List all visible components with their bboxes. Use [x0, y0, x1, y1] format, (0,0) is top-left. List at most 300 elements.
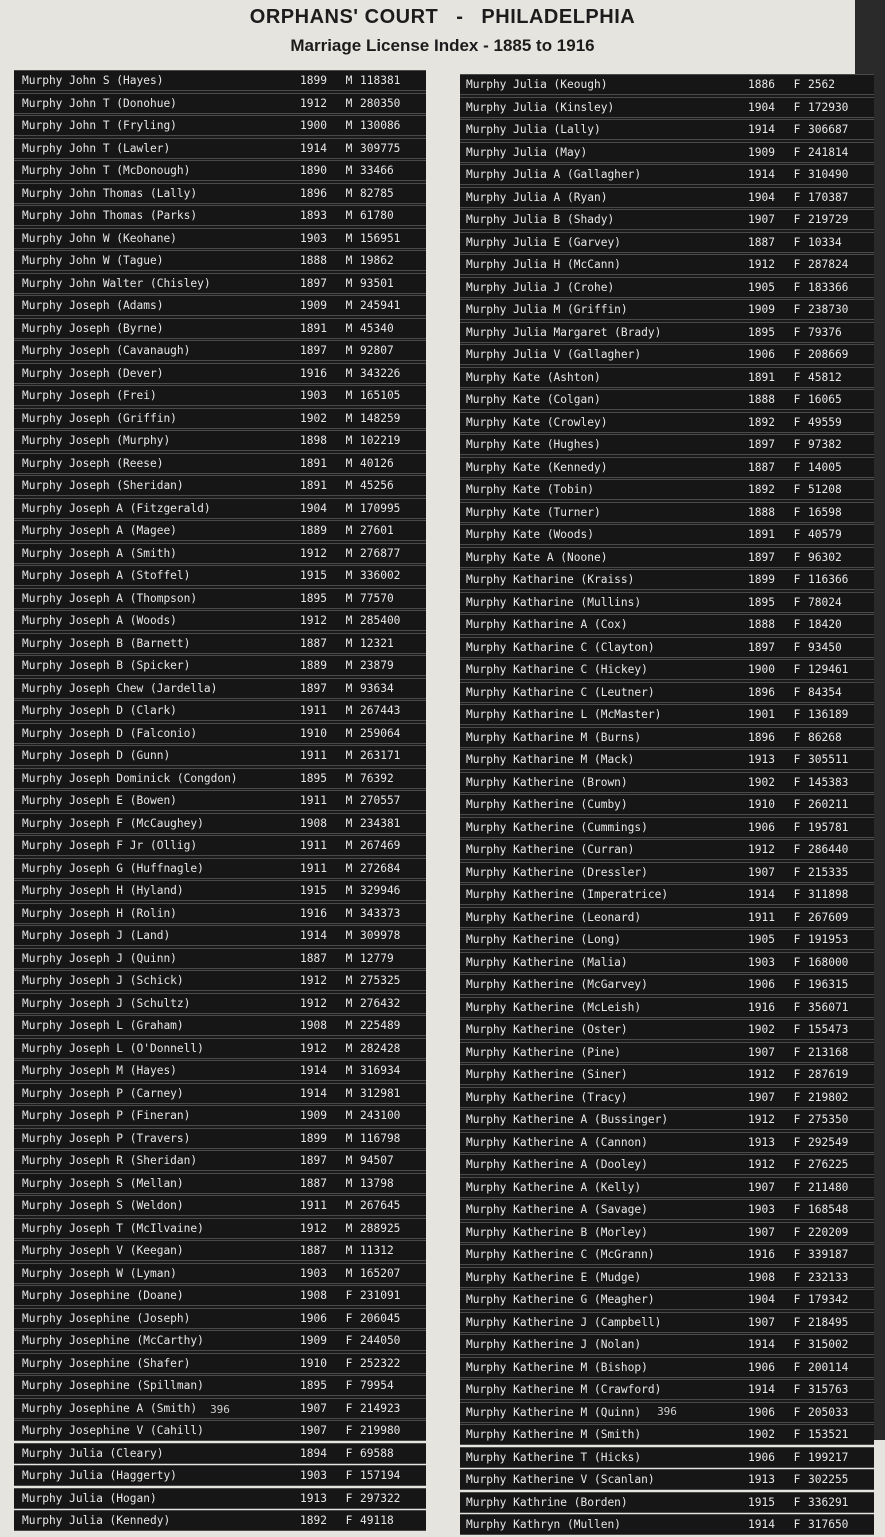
entry-sex: M	[345, 96, 353, 110]
entry-name: Murphy Katherine (Curran)	[466, 843, 635, 857]
entry-sex: M	[345, 1199, 353, 1213]
index-entry-row	[460, 1042, 874, 1063]
entry-name: Murphy Joseph (Adams)	[22, 299, 164, 313]
entry-sex: M	[345, 501, 353, 515]
entry-license-number: 309775	[360, 141, 401, 155]
entry-license-number: 16598	[808, 505, 842, 519]
index-entry-row	[14, 160, 426, 181]
entry-name: Murphy Kate (Kennedy)	[466, 460, 608, 474]
entry-name: Murphy Joseph S (Weldon)	[22, 1199, 184, 1213]
entry-year: 1902	[748, 1023, 775, 1037]
index-entry-row	[14, 948, 426, 969]
entry-sex: F	[793, 1068, 801, 1082]
entry-sex: F	[793, 978, 801, 992]
index-entry-row	[460, 907, 874, 928]
entry-sex: M	[345, 186, 353, 200]
entry-name: Murphy Josephine (Spillman)	[22, 1379, 204, 1393]
index-entry-row	[460, 749, 874, 770]
entry-name: Murphy Julia A (Ryan)	[466, 190, 608, 204]
entry-year: 1887	[300, 1244, 327, 1258]
entry-year: 1901	[748, 708, 775, 722]
entry-sex: F	[793, 483, 801, 497]
entry-license-number: 77570	[360, 591, 394, 605]
entry-name: Murphy Katharine (Kraiss)	[466, 573, 635, 587]
entry-license-number: 136189	[808, 708, 849, 722]
entry-year: 1909	[300, 299, 327, 313]
entry-year: 1887	[748, 460, 775, 474]
entry-name: Murphy Katherine E (Mudge)	[466, 1270, 642, 1284]
entry-name: Murphy John T (McDonough)	[22, 164, 191, 178]
entry-sex: M	[345, 704, 353, 718]
entry-year: 1892	[748, 415, 775, 429]
entry-license-number: 93634	[360, 681, 394, 695]
entry-license-number: 238730	[808, 303, 849, 317]
entry-name: Murphy Joseph D (Clark)	[22, 704, 177, 718]
entry-sex: F	[793, 910, 801, 924]
index-entry-row	[460, 682, 874, 703]
entry-year: 1903	[748, 1203, 775, 1217]
index-entry-row	[14, 790, 426, 811]
left-index-column	[14, 70, 426, 1528]
entry-year: 1906	[748, 348, 775, 362]
entry-name: Murphy Joseph A (Stoffel)	[22, 569, 191, 583]
entry-name: Murphy Julia A (Gallagher)	[466, 168, 642, 182]
index-entry-row	[460, 254, 874, 275]
entry-name: Murphy John Walter (Chisley)	[22, 276, 211, 290]
entry-name: Murphy Joseph J (Schick)	[22, 974, 184, 988]
entry-sex: F	[793, 775, 801, 789]
entry-license-number: 234381	[360, 816, 401, 830]
entry-sex: M	[345, 479, 353, 493]
entry-license-number: 302255	[808, 1473, 849, 1487]
entry-year: 1916	[300, 906, 327, 920]
entry-year: 1916	[748, 1000, 775, 1014]
index-entry-row	[14, 138, 426, 159]
entry-license-number: 69588	[360, 1446, 394, 1460]
entry-year: 1912	[300, 614, 327, 628]
entry-license-number: 317650	[808, 1518, 849, 1532]
entry-year: 1891	[300, 479, 327, 493]
entry-name: Murphy Joseph R (Sheridan)	[22, 1154, 198, 1168]
title-court: ORPHANS' COURT	[249, 6, 439, 28]
entry-sex: F	[793, 393, 801, 407]
entry-license-number: 213168	[808, 1045, 849, 1059]
entry-year: 1911	[300, 749, 327, 763]
entry-name: Murphy Josephine (McCarthy)	[22, 1334, 204, 1348]
entry-sex: M	[345, 254, 353, 268]
entry-year: 1887	[300, 636, 327, 650]
entry-name: Murphy Josephine (Shafer)	[22, 1356, 191, 1370]
entry-license-number: 61780	[360, 209, 394, 223]
entry-sex: M	[345, 974, 353, 988]
entry-sex: M	[345, 411, 353, 425]
index-entry-row	[14, 475, 426, 496]
entry-license-number: 267443	[360, 704, 401, 718]
index-entry-row	[460, 97, 874, 118]
entry-license-number: 199217	[808, 1450, 849, 1464]
entry-name: Murphy Joseph P (Carney)	[22, 1086, 184, 1100]
entry-sex: M	[345, 569, 353, 583]
entry-license-number: 243100	[360, 1109, 401, 1123]
index-entry-row	[14, 903, 426, 924]
entry-year: 1908	[300, 816, 327, 830]
entry-license-number: 196315	[808, 978, 849, 992]
entry-name: Murphy John Thomas (Parks)	[22, 209, 198, 223]
entry-name: Murphy Julia (May)	[466, 145, 588, 159]
entry-year: 1897	[748, 438, 775, 452]
entry-name: Murphy Katherine (Leonard)	[466, 910, 642, 924]
entry-name: Murphy Joseph A (Fitzgerald)	[22, 501, 211, 515]
entry-year: 1912	[748, 1068, 775, 1082]
index-entry-row	[460, 884, 874, 905]
entry-year: 1914	[748, 888, 775, 902]
entry-name: Murphy Katherine (McGarvey)	[466, 978, 648, 992]
entry-license-number: 165105	[360, 389, 401, 403]
entry-year: 1900	[300, 119, 327, 133]
entry-sex: F	[793, 505, 801, 519]
entry-year: 1911	[300, 839, 327, 853]
index-entry-row	[460, 1154, 874, 1175]
entry-sex: F	[793, 303, 801, 317]
entry-license-number: 129461	[808, 663, 849, 677]
entry-license-number: 49559	[808, 415, 842, 429]
entry-year: 1914	[748, 123, 775, 137]
entry-name: Murphy Katherine M (Quinn)	[466, 1405, 642, 1419]
entry-year: 1912	[748, 1158, 775, 1172]
entry-license-number: 183366	[808, 280, 849, 294]
entry-sex: F	[793, 213, 801, 227]
entry-sex: M	[345, 74, 353, 88]
index-entry-row	[14, 205, 426, 226]
entry-sex: M	[345, 1266, 353, 1280]
index-entry-row	[14, 1330, 426, 1351]
index-entry-row	[460, 1379, 874, 1400]
entry-name: Murphy Joseph H (Hyland)	[22, 884, 184, 898]
entry-sex: F	[793, 190, 801, 204]
entry-license-number: 168548	[808, 1203, 849, 1217]
entry-name: Murphy Katharine C (Hickey)	[466, 663, 648, 677]
entry-sex: F	[793, 685, 801, 699]
entry-license-number: 272684	[360, 861, 401, 875]
entry-license-number: 232133	[808, 1270, 849, 1284]
entry-license-number: 155473	[808, 1023, 849, 1037]
entry-license-number: 200114	[808, 1360, 849, 1374]
entry-year: 1914	[300, 929, 327, 943]
index-entry-row	[14, 1285, 426, 1306]
index-entry-row	[460, 1447, 874, 1468]
index-entry-row	[14, 70, 426, 91]
entry-license-number: 13798	[360, 1176, 394, 1190]
entry-sex: F	[793, 1248, 801, 1262]
entry-name: Murphy Katharine M (Mack)	[466, 753, 635, 767]
entry-license-number: 270557	[360, 794, 401, 808]
entry-year: 1902	[300, 411, 327, 425]
title-separator: -	[456, 6, 464, 28]
entry-year: 1896	[748, 685, 775, 699]
entry-name: Murphy Kate (Crowley)	[466, 415, 608, 429]
entry-name: Murphy Katherine C (McGrann)	[466, 1248, 655, 1262]
entry-sex: F	[793, 325, 801, 339]
entry-license-number: 153521	[808, 1428, 849, 1442]
entry-license-number: 118381	[360, 74, 401, 88]
entry-year: 1907	[748, 1045, 775, 1059]
entry-sex: F	[793, 753, 801, 767]
index-entry-row	[460, 569, 874, 590]
entry-license-number: 191953	[808, 933, 849, 947]
index-entry-row	[14, 610, 426, 631]
entry-year: 1912	[300, 1041, 327, 1055]
entry-license-number: 84354	[808, 685, 842, 699]
entry-year: 1907	[748, 1315, 775, 1329]
entry-year: 1903	[300, 389, 327, 403]
entry-license-number: 79954	[360, 1379, 394, 1393]
index-entry-row	[460, 187, 874, 208]
entry-license-number: 275350	[808, 1113, 849, 1127]
index-entry-row	[14, 408, 426, 429]
index-entry-row	[14, 880, 426, 901]
entry-year: 1913	[748, 1473, 775, 1487]
entry-sex: F	[793, 640, 801, 654]
index-entry-row	[14, 1060, 426, 1081]
entry-license-number: 282428	[360, 1041, 401, 1055]
entry-name: Murphy John Thomas (Lally)	[22, 186, 198, 200]
entry-sex: F	[793, 550, 801, 564]
entry-license-number: 27601	[360, 524, 394, 538]
entry-year: 1909	[300, 1109, 327, 1123]
entry-year: 1902	[748, 775, 775, 789]
entry-name: Murphy Katherine A (Dooley)	[466, 1158, 648, 1172]
entry-year: 1896	[300, 186, 327, 200]
entry-year: 1907	[748, 1180, 775, 1194]
entry-license-number: 215335	[808, 865, 849, 879]
entry-name: Murphy Kate (Woods)	[466, 528, 594, 542]
entry-year: 1911	[300, 1199, 327, 1213]
entry-license-number: 259064	[360, 726, 401, 740]
entry-sex: M	[345, 389, 353, 403]
index-entry-row	[14, 1083, 426, 1104]
entry-name: Murphy John S (Hayes)	[22, 74, 164, 88]
entry-year: 1909	[300, 1334, 327, 1348]
entry-sex: M	[345, 614, 353, 628]
index-entry-row	[460, 704, 874, 725]
entry-name: Murphy Katherine M (Crawford)	[466, 1383, 662, 1397]
entry-year: 1888	[748, 505, 775, 519]
entry-license-number: 343226	[360, 366, 401, 380]
entry-name: Murphy Katherine M (Smith)	[466, 1428, 642, 1442]
entry-license-number: 79376	[808, 325, 842, 339]
index-entry-row	[460, 974, 874, 995]
entry-year: 1891	[300, 456, 327, 470]
index-entry-row	[460, 547, 874, 568]
entry-year: 1899	[300, 74, 327, 88]
entry-year: 1910	[300, 1356, 327, 1370]
entry-license-number: 172930	[808, 100, 849, 114]
entry-year: 1912	[748, 843, 775, 857]
entry-sex: F	[793, 460, 801, 474]
entry-sex: F	[793, 168, 801, 182]
entry-name: Murphy Joseph F Jr (Ollig)	[22, 839, 198, 853]
entry-name: Murphy John W (Keohane)	[22, 231, 177, 245]
entry-license-number: 170387	[808, 190, 849, 204]
index-entry-row	[14, 1105, 426, 1126]
entry-sex: F	[345, 1469, 353, 1483]
index-entry-row	[460, 164, 874, 185]
entry-sex: M	[345, 119, 353, 133]
entry-sex: M	[345, 929, 353, 943]
entry-year: 1909	[748, 145, 775, 159]
entry-sex: F	[793, 1315, 801, 1329]
index-entry-row	[14, 498, 426, 519]
index-entry-row	[460, 119, 874, 140]
entry-name: Murphy John W (Tague)	[22, 254, 164, 268]
index-entry-row	[460, 862, 874, 883]
index-entry-row	[14, 1038, 426, 1059]
entry-sex: M	[345, 1086, 353, 1100]
entry-name: Murphy Katharine A (Cox)	[466, 618, 628, 632]
entry-license-number: 97382	[808, 438, 842, 452]
entry-name: Murphy Katherine (Dressler)	[466, 865, 648, 879]
index-entry-row	[14, 340, 426, 361]
entry-name: Murphy Kate A (Noone)	[466, 550, 608, 564]
index-entry-row	[460, 142, 874, 163]
entry-sex: M	[345, 546, 353, 560]
entry-license-number: 267469	[360, 839, 401, 853]
index-entry-row	[14, 565, 426, 586]
entry-license-number: 33466	[360, 164, 394, 178]
entry-sex: M	[345, 1064, 353, 1078]
index-entry-row	[460, 794, 874, 815]
entry-name: Murphy Joseph (Cavanaugh)	[22, 344, 191, 358]
page-subtitle: Marriage License Index - 1885 to 1916	[290, 36, 595, 55]
index-entry-row	[14, 543, 426, 564]
entry-name: Murphy Katharine M (Burns)	[466, 730, 642, 744]
entry-sex: M	[345, 299, 353, 313]
entry-name: Murphy John T (Fryling)	[22, 119, 177, 133]
entry-license-number: 10334	[808, 235, 842, 249]
entry-license-number: 219802	[808, 1090, 849, 1104]
entry-name: Murphy Julia H (McCann)	[466, 258, 621, 272]
entry-license-number: 336291	[808, 1495, 849, 1509]
entry-sex: M	[345, 164, 353, 178]
entry-year: 1887	[300, 951, 327, 965]
entry-name: Murphy Julia M (Griffin)	[466, 303, 628, 317]
index-entry-row	[14, 385, 426, 406]
index-entry-row	[460, 1222, 874, 1243]
entry-license-number: 297322	[360, 1491, 401, 1505]
index-entry-row	[460, 434, 874, 455]
index-entry-row	[14, 1420, 426, 1441]
index-entry-row	[14, 1218, 426, 1239]
entry-name: Murphy Julia J (Crohe)	[466, 280, 615, 294]
entry-sex: F	[793, 1293, 801, 1307]
entry-sex: F	[793, 438, 801, 452]
entry-year: 1888	[300, 254, 327, 268]
entry-sex: F	[793, 1225, 801, 1239]
entry-license-number: 315002	[808, 1338, 849, 1352]
entry-name: Murphy Josephine (Joseph)	[22, 1311, 191, 1325]
index-entry-row	[14, 318, 426, 339]
entry-year: 1914	[748, 1383, 775, 1397]
entry-license-number: 51208	[808, 483, 842, 497]
entry-name: Murphy Joseph S (Mellan)	[22, 1176, 184, 1190]
entry-year: 1903	[300, 231, 327, 245]
entry-sex: F	[793, 1450, 801, 1464]
entry-year: 1912	[300, 974, 327, 988]
index-entry-row	[14, 1375, 426, 1396]
entry-year: 1897	[300, 681, 327, 695]
index-entry-row	[14, 520, 426, 541]
entry-license-number: 116366	[808, 573, 849, 587]
entry-sex: M	[345, 524, 353, 538]
index-entry-row	[14, 700, 426, 721]
entry-name: Murphy Katherine J (Nolan)	[466, 1338, 642, 1352]
entry-license-number: 252322	[360, 1356, 401, 1370]
entry-year: 1913	[748, 753, 775, 767]
entry-sex: M	[345, 906, 353, 920]
entry-sex: M	[345, 1244, 353, 1258]
entry-name: Murphy Kate (Turner)	[466, 505, 601, 519]
index-entry-row	[14, 925, 426, 946]
index-entry-row	[14, 115, 426, 136]
entry-year: 1888	[748, 393, 775, 407]
title-city: PHILADELPHIA	[481, 6, 636, 28]
entry-name: Murphy Josephine A (Smith)	[22, 1401, 198, 1415]
entry-year: 1912	[300, 546, 327, 560]
entry-year: 1908	[300, 1019, 327, 1033]
entry-sex: F	[345, 1446, 353, 1460]
entry-name: Murphy Katherine (Imperatrice)	[466, 888, 669, 902]
entry-license-number: 305511	[808, 753, 849, 767]
index-entry-row	[460, 1109, 874, 1130]
entry-license-number: 93501	[360, 276, 394, 290]
entry-year: 1904	[748, 190, 775, 204]
index-entry-row	[460, 1514, 874, 1535]
entry-license-number: 267645	[360, 1199, 401, 1213]
entry-sex: F	[793, 1000, 801, 1014]
entry-name: Murphy Joseph B (Spicker)	[22, 659, 191, 673]
entry-sex: M	[345, 771, 353, 785]
entry-name: Murphy Joseph E (Bowen)	[22, 794, 177, 808]
entry-sex: F	[793, 1135, 801, 1149]
entry-license-number: 288925	[360, 1221, 401, 1235]
entry-sex: F	[793, 1023, 801, 1037]
entry-year: 1905	[748, 280, 775, 294]
entry-sex: M	[345, 1131, 353, 1145]
entry-name: Murphy Joseph G (Huffnagle)	[22, 861, 204, 875]
index-entry-row	[460, 232, 874, 253]
entry-name: Murphy Katherine G (Meagher)	[466, 1293, 655, 1307]
entry-sex: F	[345, 1491, 353, 1505]
entry-sex: M	[345, 816, 353, 830]
entry-license-number: 336002	[360, 569, 401, 583]
entry-license-number: 287824	[808, 258, 849, 272]
index-entry-row	[460, 389, 874, 410]
entry-year: 1906	[748, 1360, 775, 1374]
right-page-number: 396	[657, 1405, 677, 1418]
index-entry-row	[460, 1199, 874, 1220]
entry-name: Murphy Joseph (Murphy)	[22, 434, 171, 448]
entry-year: 1894	[300, 1446, 327, 1460]
index-entry-row	[14, 1465, 426, 1486]
entry-sex: M	[345, 794, 353, 808]
entry-name: Murphy Joseph A (Woods)	[22, 614, 177, 628]
entry-name: Murphy Joseph Dominick (Congdon)	[22, 771, 238, 785]
entry-year: 1902	[748, 1428, 775, 1442]
entry-name: Murphy Katherine T (Hicks)	[466, 1450, 642, 1464]
entry-license-number: 263171	[360, 749, 401, 763]
entry-sex: M	[345, 141, 353, 155]
entry-year: 1895	[300, 591, 327, 605]
